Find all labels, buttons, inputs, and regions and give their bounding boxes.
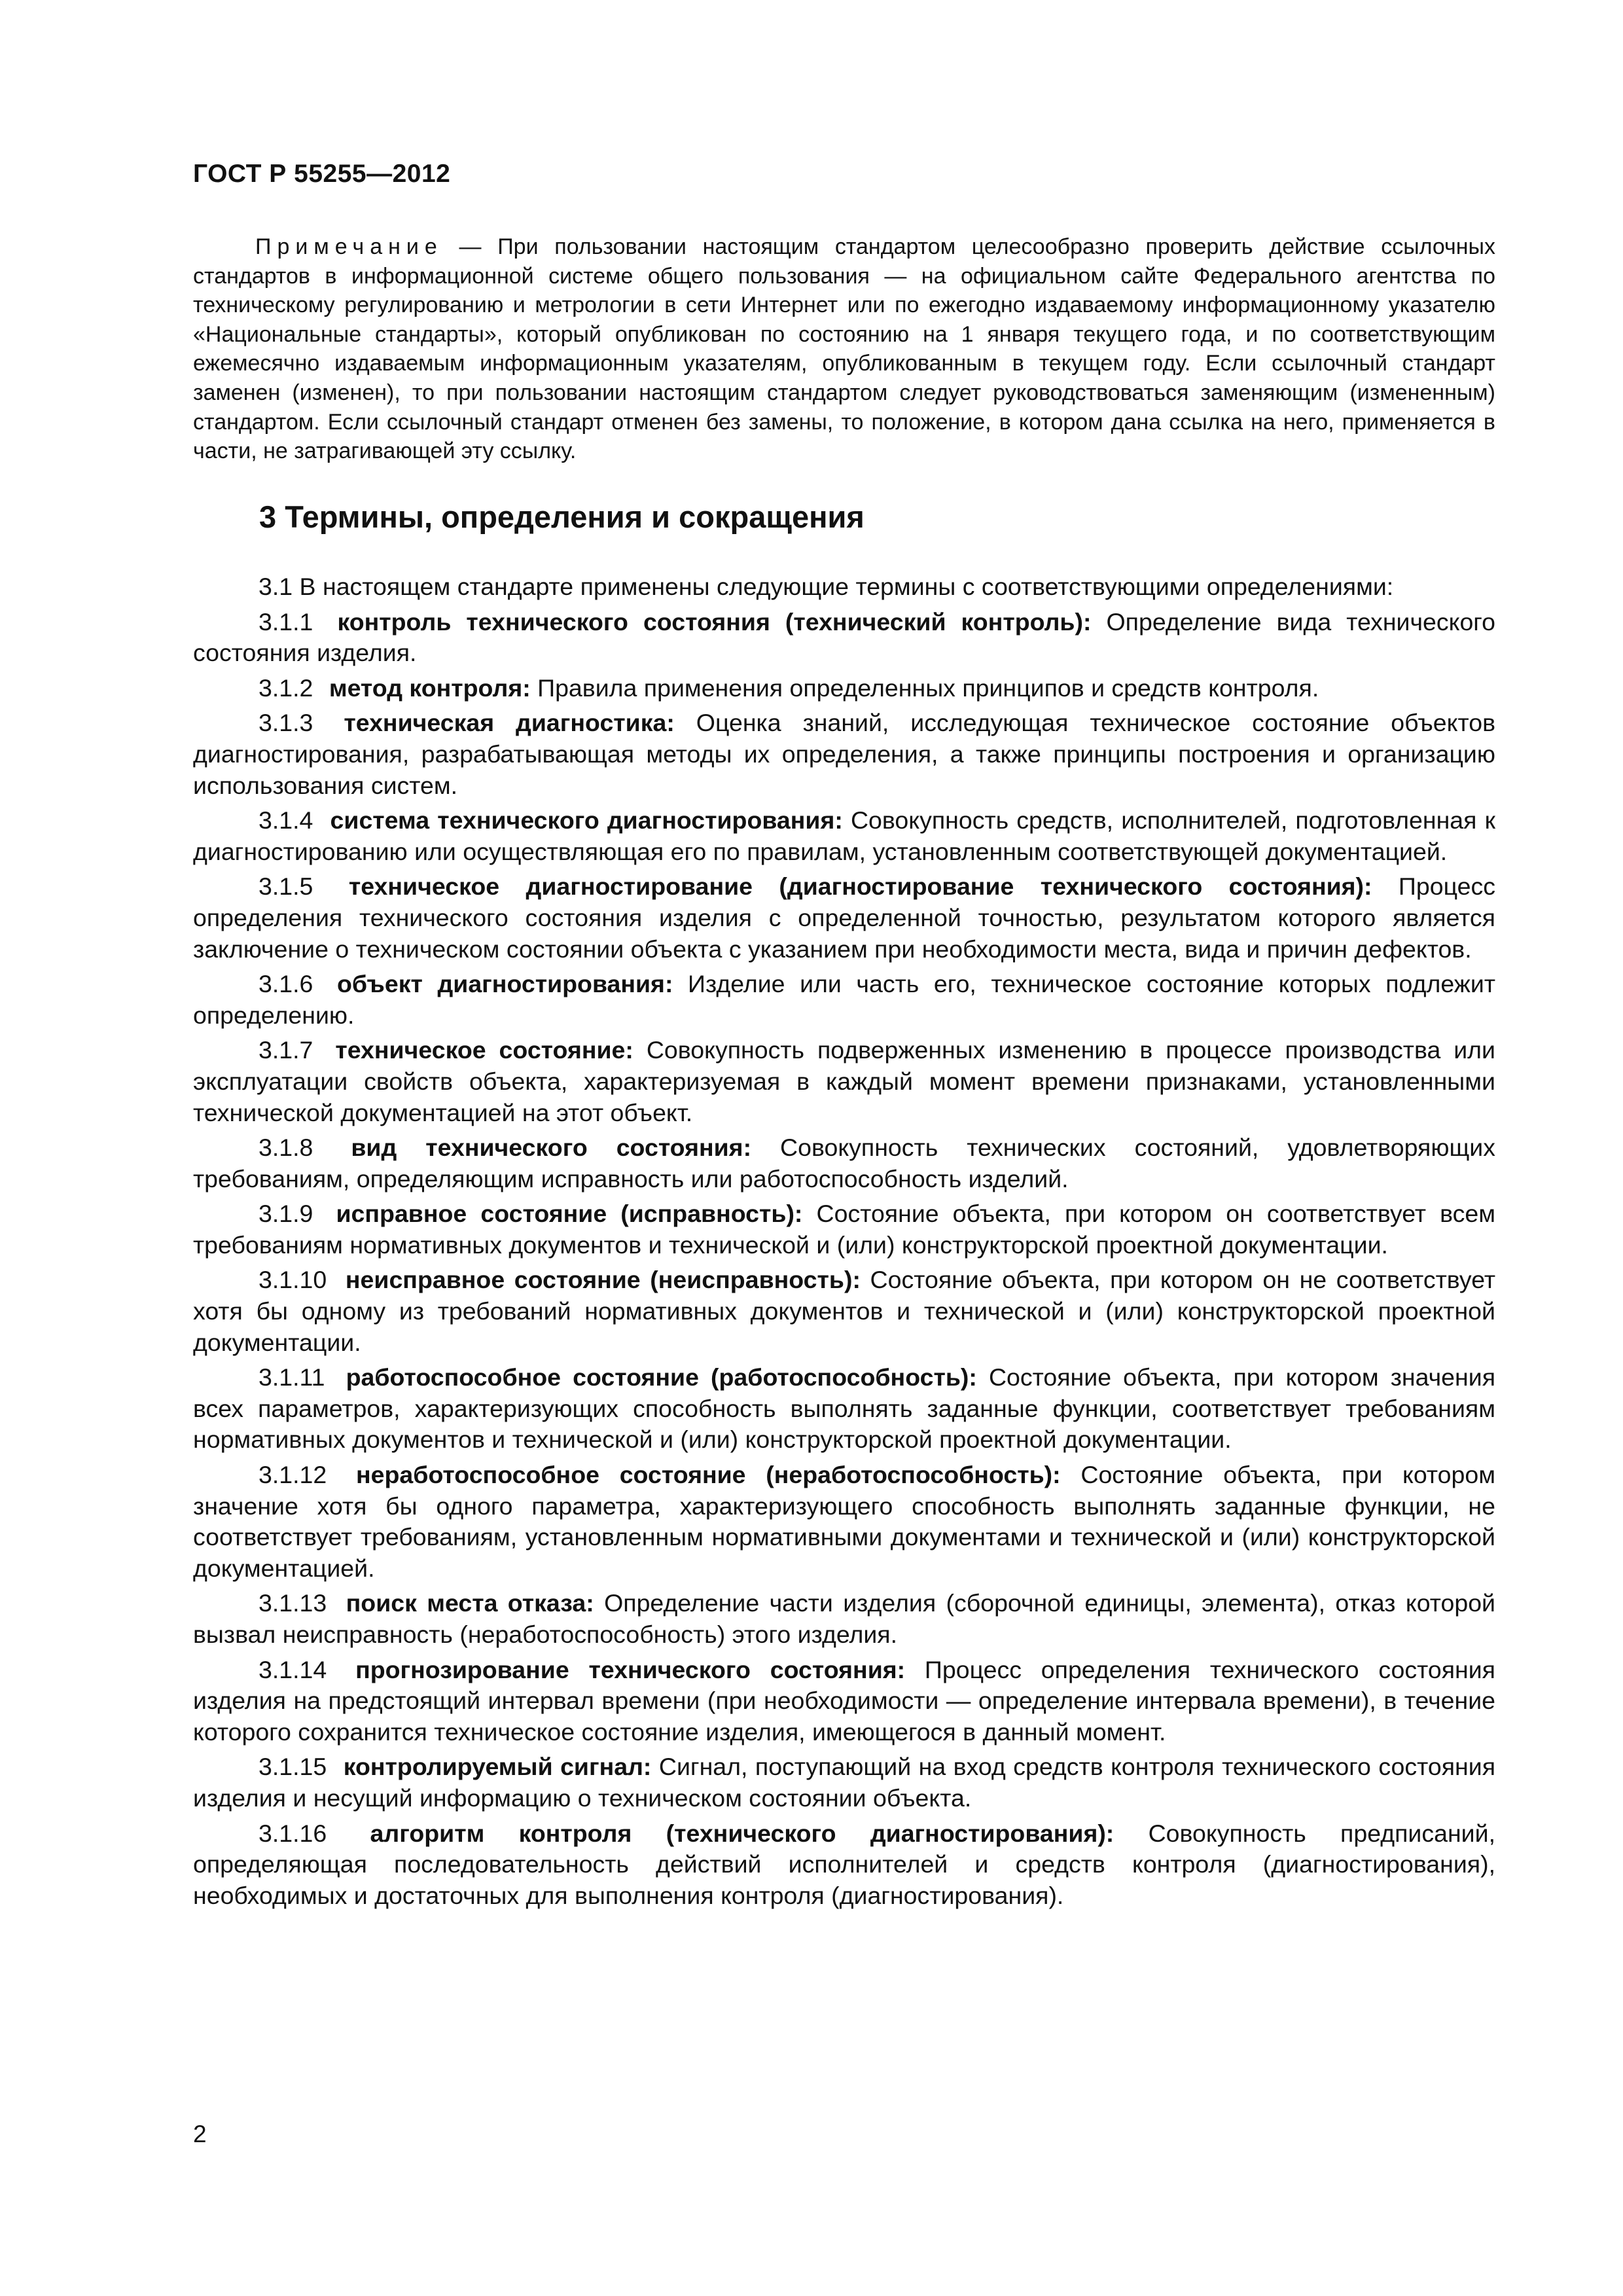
term-item — [193, 1198, 1495, 1261]
section-title: 3 Термины, определения и сокращения — [259, 499, 865, 534]
term-name: контролируемый сигнал: — [343, 1753, 652, 1781]
term-item — [193, 1362, 1495, 1456]
term-name: неисправное состояние (неисправность): — [345, 1266, 861, 1294]
term-number: 3.1.12 — [259, 1461, 327, 1489]
term-number: 3.1.16 — [259, 1819, 327, 1847]
term-item — [193, 1751, 1495, 1814]
term-name: исправное состояние (исправность): — [336, 1200, 803, 1228]
term-definition: Сигнал, поступающий на вход средств контроля технического состояния изделия и несущий информацию о техническом состоянии объекта. — [193, 1753, 1495, 1812]
term-number: 3.1.15 — [259, 1753, 327, 1781]
document-header: ГОСТ Р 55255—2012 — [193, 160, 451, 188]
term-definition: Совокупность средств, исполнителей, подготовленная к диагностированию или осуществляющая его по правилам, установленным соответствующей документацией. — [193, 806, 1496, 865]
term-number: 3.1.6 — [259, 970, 313, 998]
term-name: система технического диагностирования: — [330, 806, 843, 834]
term-name: работоспособное состояние (работоспособность): — [346, 1363, 977, 1391]
term-item — [193, 1655, 1495, 1748]
term-name: поиск места отказа: — [346, 1589, 594, 1617]
term-definition: Определение вида технического состояния изделия. — [193, 607, 1496, 667]
term-name: объект диагностирования: — [336, 970, 673, 998]
term-definition: Правила применения определенных принципов и средств контроля. — [530, 673, 1319, 702]
term-definition: Совокупность подверженных изменению в процессе производства или эксплуатации свойств объекта, характеризуемая в каждый момент времени признаками, установленными технической документацией на этот объект. — [193, 1036, 1495, 1126]
term-item — [193, 673, 1495, 704]
term-definition: Совокупность технических состояний, удовлетворяющих требованиям, определяющим исправность или работоспособность изделий. — [193, 1134, 1496, 1193]
note-label: Примечание — [255, 234, 443, 259]
term-number: 3.1.9 — [259, 1200, 313, 1228]
term-item — [193, 1588, 1495, 1650]
term-name: техническое состояние: — [335, 1036, 633, 1064]
term-item — [193, 1265, 1495, 1358]
term-number: 3.1.13 — [259, 1589, 327, 1617]
term-name: неработоспособное состояние (неработоспособность): — [356, 1461, 1061, 1489]
term-number: 3.1.5 — [259, 872, 313, 901]
term-item — [193, 1460, 1495, 1584]
term-number: 3.1.1 — [259, 607, 313, 636]
note-paragraph — [193, 232, 1495, 466]
term-definition: Процесс определения технического состояния изделия с определенной точностью, результатом которого является заключение о техническом состоянии объекта с указанием при необходимости места, вида и причин дефектов. — [193, 872, 1496, 963]
term-name: прогнозирование технического состояния: — [355, 1655, 906, 1683]
term-definition: Состояние объекта, при котором значения всех параметров, характеризующих способность выполнять заданные функции, соответствует требованиям нормативных документов и технической и (или) конструкторской проектной документации. — [193, 1363, 1495, 1454]
term-definition: Процесс определения технического состояния изделия на предстоящий интервал времени (при необходимости — определение интервала времени), в течение которого сохранится техническое состояние изделия, имеющегося в данный момент. — [193, 1655, 1495, 1746]
term-name: техническая диагностика: — [344, 709, 675, 737]
term-definition: Состояние объекта, при котором значение хотя бы одного параметра, характеризующего способность выполнять заданные функции, не соответствует требованиям, установленным нормативными документами и технической и (или) конструкторской документацией. — [193, 1461, 1496, 1582]
term-item — [193, 708, 1495, 801]
term-item — [193, 805, 1495, 867]
term-definition: Определение части изделия (сборочной единицы, элемента), отказ которой вызвал неисправность (неработоспособность) этого изделия. — [193, 1589, 1495, 1648]
term-number: 3.1.3 — [259, 709, 313, 737]
term-number: 3.1.2 — [259, 673, 313, 702]
term-number: 3.1.14 — [259, 1655, 327, 1683]
term-item — [193, 607, 1495, 669]
term-name: техническое диагностирование (диагностирование технического состояния): — [348, 872, 1372, 901]
term-number: 3.1.8 — [259, 1134, 313, 1162]
term-item — [193, 1035, 1495, 1128]
term-number: 3.1.11 — [259, 1363, 325, 1391]
terms-intro: 3.1 В настоящем стандарте применены следующие термины с соответствующими определениями: — [259, 573, 1394, 600]
term-number: 3.1.7 — [259, 1036, 313, 1064]
term-number: 3.1.4 — [259, 806, 313, 834]
note-text: — При пользовании настоящим стандартом целесообразно проверить действие ссылочных стандартов в информационной системе общего пользования — на официальном сайте Федерального агентства по техническому регулированию и метрологии в сети Интернет или по ежегодно издаваемому информационному указателю «Национальные стандарты», который опубликован по состоянию на 1 января текущего года, и по соответствующим ежемесячно издаваемым информационным указателям, опубликованным в текущем году. Если ссылочный стандарт заменен (изменен), то при пользовании настоящим стандартом следует руководствоваться заменяющим (измененным) стандартом. Если ссылочный стандарт отменен без замены, то положение, в котором дана ссылка на него, применяется в части, не затрагивающей эту ссылку. — [193, 234, 1495, 464]
terms-list — [193, 571, 1495, 1915]
term-name: алгоритм контроля (технического диагностирования): — [370, 1819, 1115, 1847]
term-number: 3.1.10 — [259, 1266, 327, 1294]
term-item — [193, 969, 1495, 1031]
term-definition: Состояние объекта, при котором он соответствует всем требованиям нормативных документов и технической и (или) конструкторской проектной документации. — [193, 1200, 1496, 1259]
term-item — [193, 871, 1495, 965]
term-definition: Оценка знаний, исследующая техническое состояние объектов диагностирования, разрабатывающая методы их определения, а также принципы построения и организацию использования систем. — [193, 709, 1496, 799]
term-definition: Совокупность предписаний, определяющая последовательность действий исполнителей и средств контроля (диагностирования), необходимых и достаточных для выполнения контроля (диагностирования). — [193, 1819, 1495, 1909]
page-number: 2 — [193, 2121, 207, 2147]
term-definition: Изделие или часть его, техническое состояние которых подлежит определению. — [193, 970, 1495, 1029]
term-name: контроль технического состояния (технический контроль): — [337, 607, 1092, 636]
term-item — [193, 1818, 1495, 1912]
term-name: метод контроля: — [329, 673, 531, 702]
term-definition: Состояние объекта, при котором он не соответствует хотя бы одному из требований нормативных документов и технической и (или) конструкторской проектной документации. — [193, 1266, 1496, 1356]
term-item — [193, 1132, 1495, 1194]
term-name: вид технического состояния: — [351, 1134, 752, 1162]
